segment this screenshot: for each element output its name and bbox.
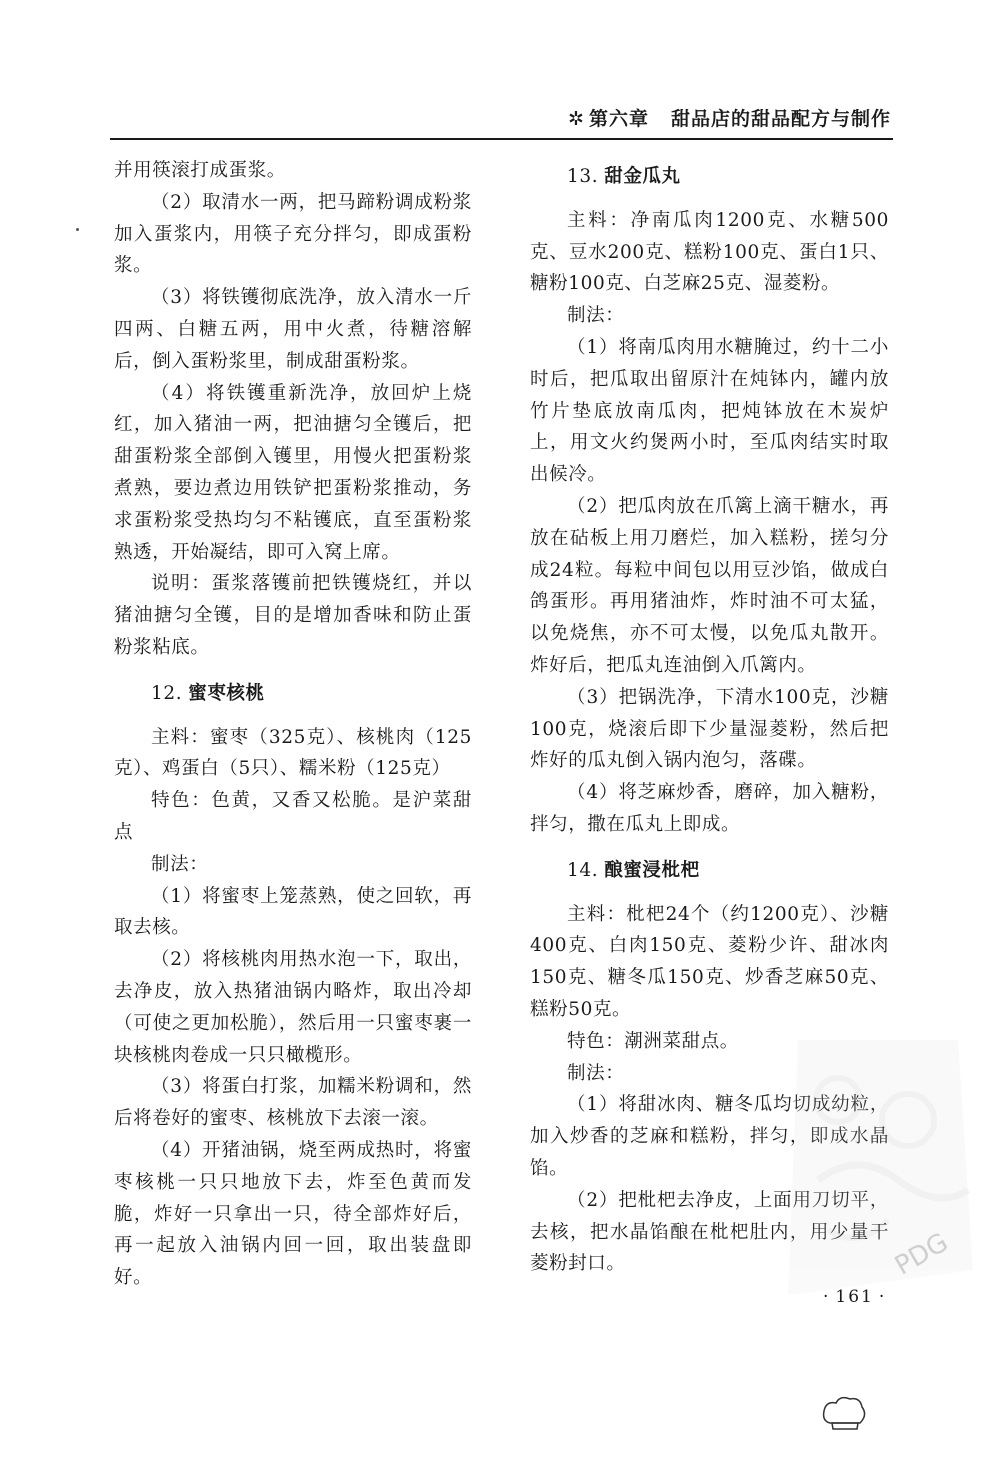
chapter-title: 甜品店的甜品配方与制作 [670, 108, 891, 130]
recipe-heading-13 [530, 161, 889, 193]
paragraph: （1）将南瓜肉用水糖腌过，约十二小时后，把瓜取出留原汁在炖钵内，罐内放竹片垫底放南瓜肉，把炖钵放在木炭炉上，用文火约煲两小时，至瓜肉结实时取出候冷。 [530, 336, 889, 486]
paragraph: （3）将铁镬彻底洗净，放入清水一斤四两、白糖五两，用中火煮，待糖溶解后，倒入蛋粉浆里，制成甜蛋粉浆。 [114, 287, 472, 372]
recipe-title: 甜金瓜丸 [604, 166, 681, 187]
recipe-number: 14. [567, 859, 599, 881]
margin-dot [76, 228, 79, 231]
chapter-label: 第六章 [588, 108, 649, 130]
recipe-heading-14 [530, 855, 889, 887]
paragraph: （3）把锅洗净，下清水100克，沙糖100克，烧滚后即下少量湿菱粉，然后把炸好的瓜丸倒入锅内泡匀，落碟。 [530, 686, 889, 772]
paragraph: 并用筷滚打成蛋浆。 [114, 160, 286, 181]
paragraph: （2）把瓜肉放在爪篱上滴干糖水，再放在砧板上用刀磨烂，加入糕粉，搓匀分成24粒。每粒中间包以用豆沙馅，做成白鸽蛋形。再用猪油炸，炸时油不可太猛，以免烧焦，亦不可太慢，以免瓜丸散开。炸好后，把瓜丸连油倒入爪篱内。 [530, 495, 889, 676]
recipe-number: 13. [567, 166, 599, 187]
right-column [530, 155, 889, 1280]
paragraph: （2）将核桃肉用热水泡一下，取出，去净皮，放入热猪油锅内略炸，取出冷却（可使之更加松脆），然后用一只蜜枣裹一块核桃肉卷成一只只橄榄形。 [114, 949, 472, 1066]
paragraph: （4）开猪油锅，烧至两成热时，将蜜枣核桃一只只地放下去，炸至色黄而发脆，炸好一只拿出一只，待全部炸好后，再一起放入油锅内回一回，取出装盘即好。 [114, 1139, 472, 1289]
page-number-value: 161 [835, 1287, 874, 1307]
paragraph: 特色：潮洲菜甜点。 [567, 1030, 739, 1052]
paragraph: （2）把枇杷去净皮，上面用刀切平，去核，把水晶馅酿在枇杷肚内，用少量干菱粉封口。 [530, 1189, 889, 1275]
paragraph: 主料：蜜枣（325克）、核桃肉（125克）、鸡蛋白（5只）、糯米粉（125克） [114, 726, 472, 780]
paragraph: （3）将蛋白打浆，加糯米粉调和，然后将卷好的蜜枣、核桃放下去滚一滚。 [114, 1076, 472, 1130]
recipe-number: 12. [151, 682, 183, 704]
paragraph: 主料：枇杷24个（约1200克）、沙糖400克、白肉150克、菱粉少许、甜冰肉150克、糖冬瓜150克、炒香芝麻50克、糕粉50克。 [530, 903, 889, 1020]
paragraph: 说明：蛋浆落镬前把铁镬烧红，并以猪油搪匀全镬，目的是增加香味和防止蛋粉浆粘底。 [114, 573, 472, 658]
paragraph: （4）将芝麻炒香，磨碎，加入糖粉，拌匀，撒在瓜丸上即成。 [530, 782, 889, 835]
recipe-title: 酿蜜浸枇杷 [604, 859, 700, 881]
paragraph: 制法： [151, 853, 209, 875]
paragraph: 制法： [567, 1062, 625, 1084]
paragraph: （1）将蜜枣上笼蒸熟，使之回软，再取去核。 [114, 885, 472, 939]
chef-hat-icon [820, 1393, 868, 1433]
paragraph: （1）将甜冰肉、糖冬瓜均切成幼粒，加入炒香的芝麻和糕粉，拌匀，即成水晶馅。 [530, 1094, 889, 1179]
paragraph: （4）将铁镬重新洗净，放回炉上烧红，加入猪油一两，把油搪匀全镬后，把甜蛋粉浆全部倒入镬里，用慢火把蛋粉浆煮熟，要边煮边用铁铲把蛋粉浆推动，务求蛋粉浆受热均匀不粘镬底，直至蛋粉浆熟透，开始凝结，即可入窝上席。 [114, 382, 472, 563]
flower-ornament-icon: ✲ [568, 108, 585, 130]
paragraph: 主料：净南瓜肉1200克、水糖500克、豆水200克、糕粉100克、蛋白1只、糖粉100克、白芝麻25克、湿菱粉。 [530, 209, 889, 295]
paragraph: 特色：色黄，又香又松脆。是沪菜甜点 [114, 790, 472, 843]
header-rule [110, 138, 893, 140]
paragraph: 制法： [567, 305, 625, 327]
recipe-heading-12 [114, 678, 472, 710]
left-column [114, 155, 472, 1294]
watermark-text: PDG [889, 1227, 954, 1282]
paragraph: （2）取清水一两，把马蹄粉调成粉浆加入蛋浆内，用筷子充分拌匀，即成蛋粉浆。 [114, 191, 472, 277]
page-number: · 161 · [823, 1287, 887, 1307]
recipe-title: 蜜枣核桃 [188, 682, 265, 704]
running-header [568, 104, 891, 131]
